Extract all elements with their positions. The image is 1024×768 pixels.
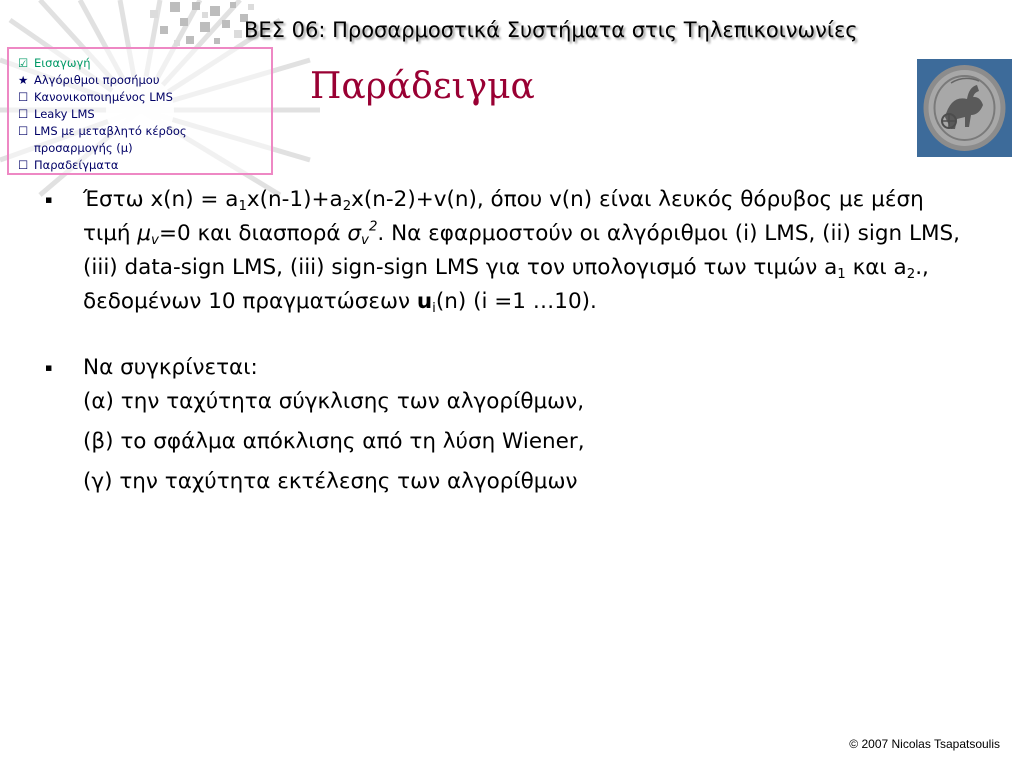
subscript: i <box>432 300 436 316</box>
coin-image <box>917 59 1012 157</box>
mu-symbol: μ <box>137 221 152 246</box>
nav-item-label: Εισαγωγή <box>34 56 91 70</box>
nav-item-variable-step-lms[interactable] <box>18 123 271 140</box>
nav-item-examples[interactable] <box>18 157 271 174</box>
bullet-compare <box>40 351 970 385</box>
text-run: Έστω x(n) = a <box>83 187 239 212</box>
nav-item-label: προσαρμογής (μ) <box>34 141 133 155</box>
sigma-symbol: σ <box>347 221 362 246</box>
corner-pixel-pattern <box>130 0 260 50</box>
slide-body <box>40 183 970 499</box>
nav-item-label: Κανονικοποιημένος LMS <box>34 90 173 104</box>
text-run: x(n-1)+a <box>246 187 343 212</box>
subscript: 1 <box>837 266 846 282</box>
bold-u-symbol: u <box>416 289 433 314</box>
empty-box-icon: ☐ <box>18 107 29 121</box>
compare-item-c: (γ) την ταχύτητα εκτέλεσης των αλγορίθμων <box>83 469 578 494</box>
superscript: 2 <box>368 219 378 235</box>
nav-item-introduction[interactable] <box>18 55 271 72</box>
nav-item-variable-step-lms-cont[interactable] <box>18 140 271 157</box>
nav-item-sign-algorithms[interactable] <box>18 72 271 89</box>
text-run: και a <box>845 255 907 280</box>
subscript: v <box>151 232 159 248</box>
nav-item-label: LMS με μεταβλητό κέρδος <box>34 124 187 138</box>
checked-box-icon: ☑ <box>18 56 29 70</box>
copyright-footer: © 2007 Nicolas Tsapatsoulis <box>849 737 1000 751</box>
subscript: 2 <box>906 266 916 282</box>
nav-item-leaky-lms[interactable] <box>18 106 271 123</box>
empty-box-icon: ☐ <box>18 90 29 104</box>
square-bullet-icon: ▪ <box>45 193 53 206</box>
nav-item-label: Αλγόριθμοι προσήμου <box>34 73 160 87</box>
compare-item-b: (β) το σφάλμα απόκλισης από τη λύση Wiener, <box>83 429 585 454</box>
text-run: . Να εφαρμοστούν οι αλγόριθμοι (i) LMS, (ii) sign LMS, (iii) data-sign LMS, (iii) sign-sign LMS για τον υπολογισμό των τιμών a <box>83 221 960 280</box>
text-run: x(n-2)+v(n), όπου v(n) είναι λευκός θόρυβος με μέση τιμή <box>83 187 924 246</box>
text-run: =0 και διασπορά <box>158 221 348 246</box>
square-bullet-icon: ▪ <box>45 361 53 374</box>
compare-heading: Να συγκρίνεται: <box>83 355 258 380</box>
bullet-problem-statement <box>40 183 970 319</box>
text-run: ., δεδομένων 10 πραγματώσεων <box>83 255 929 314</box>
slide-title: Παράδειγμα <box>310 66 535 107</box>
coin-logo <box>917 59 1012 157</box>
header-title: ΒΕΣ 06: Προσαρμοστικά Συστήματα στις Τηλεπικοινωνίες <box>244 18 858 42</box>
section-navigator <box>7 47 273 175</box>
text-run: (n) (i =1 …10). <box>435 289 597 314</box>
subscript: 2 <box>342 198 352 214</box>
empty-box-icon: ☐ <box>18 158 29 172</box>
nav-item-label: Παραδείγματα <box>34 158 119 172</box>
star-icon: ★ <box>18 73 29 87</box>
nav-item-normalized-lms[interactable] <box>18 89 271 106</box>
nav-item-label: Leaky LMS <box>34 107 95 121</box>
compare-item-a: (α) την ταχύτητα σύγκλισης των αλγορίθμων, <box>83 389 585 414</box>
subscript: v <box>361 232 369 248</box>
subscript: 1 <box>238 198 247 214</box>
empty-box-icon: ☐ <box>18 124 29 138</box>
